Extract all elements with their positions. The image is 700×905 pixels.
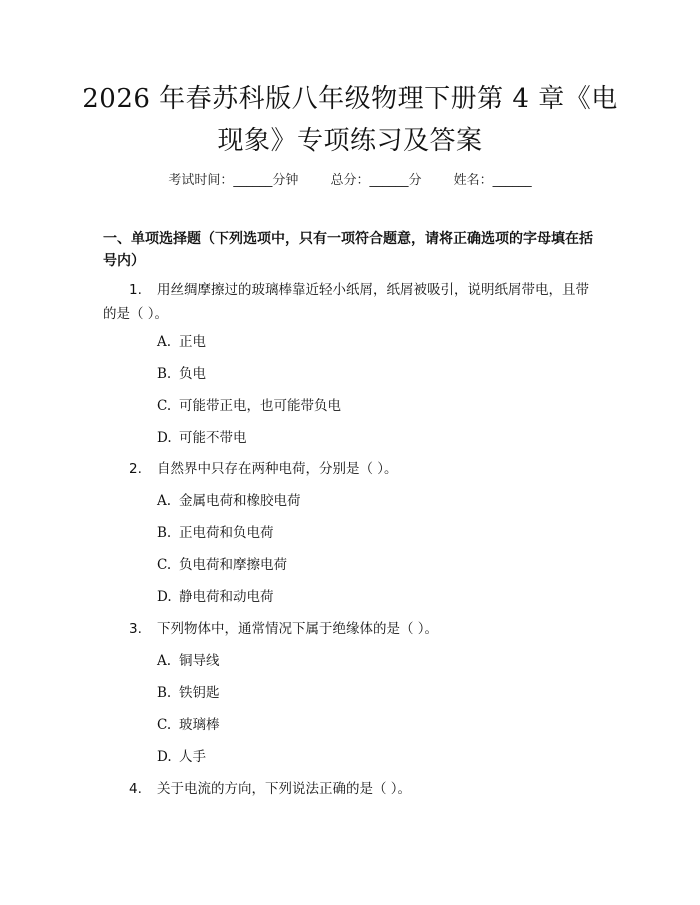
- option-letter: D.: [157, 430, 172, 446]
- option-a: [157, 330, 597, 354]
- option-text: 正电: [179, 334, 206, 350]
- option-text: 可能不带电: [179, 430, 247, 446]
- option-letter: B.: [157, 685, 172, 701]
- question-text: 下列物体中，通常情况下属于绝缘体的是（ ）。: [157, 621, 439, 637]
- question-1-continued: [103, 302, 603, 326]
- exam-meta: [0, 169, 700, 188]
- question-text: 关于电流的方向，下列说法正确的是（ ）。: [157, 781, 412, 797]
- option-d: [157, 426, 597, 450]
- option-letter: D.: [157, 589, 172, 605]
- option-letter: D.: [157, 749, 172, 765]
- question-4: [103, 777, 603, 801]
- option-letter: C.: [157, 557, 172, 573]
- question-text: 用丝绸摩擦过的玻璃棒靠近轻小纸屑，纸屑被吸引，说明纸屑带电，且带: [157, 282, 589, 298]
- option-b: [157, 362, 597, 386]
- question-number: 2.: [129, 461, 142, 477]
- option-text: 铁钥匙: [179, 685, 220, 701]
- option-text: 静电荷和动电荷: [179, 589, 274, 605]
- question-text-continued: 的是（ ）。: [103, 306, 169, 322]
- option-letter: C.: [157, 717, 172, 733]
- title-line-2: 现象》专项练习及答案: [217, 126, 483, 156]
- document-title: [60, 78, 640, 162]
- title-line-1: 2026 年春苏科版八年级物理下册第 4 章《电: [82, 84, 618, 114]
- option-letter: C.: [157, 398, 172, 414]
- option-text: 负电荷和摩擦电荷: [179, 557, 287, 573]
- student-name-field: 姓名：______: [453, 173, 532, 188]
- option-text: 玻璃棒: [179, 717, 220, 733]
- total-score-field: 总分：______分: [330, 173, 422, 188]
- question-number: 4.: [129, 781, 142, 797]
- option-letter: B.: [157, 525, 172, 541]
- option-b: [157, 681, 597, 705]
- option-d: [157, 585, 597, 609]
- option-text: 负电: [179, 366, 206, 382]
- question-1: [103, 278, 603, 302]
- option-a: [157, 649, 597, 673]
- option-text: 人手: [179, 749, 206, 765]
- question-3: [103, 617, 603, 641]
- option-text: 正电荷和负电荷: [179, 525, 274, 541]
- section-heading: 一、单项选择题（下列选项中，只有一项符合题意，请将正确选项的字母填在括号内）: [103, 231, 593, 269]
- question-text: 自然界中只存在两种电荷，分别是（ ）。: [157, 461, 398, 477]
- option-letter: A.: [157, 653, 172, 669]
- option-letter: B.: [157, 366, 172, 382]
- question-number: 3.: [129, 621, 142, 637]
- option-c: [157, 713, 597, 737]
- option-c: [157, 553, 597, 577]
- option-text: 可能带正电，也可能带负电: [179, 398, 341, 414]
- option-d: [157, 745, 597, 769]
- option-text: 金属电荷和橡胶电荷: [179, 493, 301, 509]
- option-c: [157, 394, 597, 418]
- question-number: 1.: [129, 282, 142, 298]
- question-2: [103, 457, 603, 481]
- option-text: 铜导线: [179, 653, 220, 669]
- option-letter: A.: [157, 493, 172, 509]
- option-a: [157, 489, 597, 513]
- option-letter: A.: [157, 334, 172, 350]
- exam-time-field: 考试时间：______分钟: [168, 173, 299, 188]
- option-b: [157, 521, 597, 545]
